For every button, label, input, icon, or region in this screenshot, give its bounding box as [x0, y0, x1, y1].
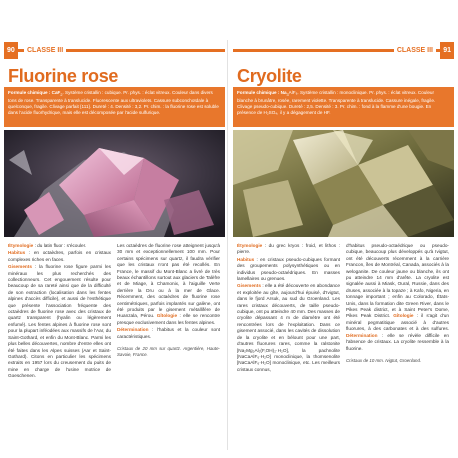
paragraph-text: : en cristaux pseudo-cubiques formant des groupements polysynthétiques ou en individus pseudo-octaédriques. En masses lamellaires ou grenues. [237, 256, 340, 282]
right-header [233, 42, 454, 59]
paragraph [237, 243, 340, 256]
paragraph-text: : il s'agit d'un minéral pegmatitique associé à d'autres fluorures, à des carbonates et à des sulfures. [346, 313, 449, 332]
paragraph-text: : du latin fluor : s'écouler. [33, 243, 87, 248]
text-columns [237, 243, 450, 374]
paragraph-text: d'habitus pseudo-octaédrique ou pseudo-cubique, beaucoup plus développés qu'à Ivigtut, ont été découverts récemment à la carrière Francon, îles de Montréal, Canada, associés à la weloganite. De couleur jaune ou blanche, ils ont pu atteindre 14 mm d'arête. La cryolite est signalée aussi à Miask, Oural, Russie, dans des druses, associée à la topaze ; à Kafo, Nigeria, en tonnage important ; enfin au Colorado, États-Unis, dans la formation dite Green River, dans le Pikes Peak district, et à Saint Peter's Dome, Pikes Peak District. [346, 243, 449, 319]
keyword: Gisements [8, 264, 32, 270]
keyword: Gisements [237, 283, 261, 289]
class-label: CLASSE III [394, 42, 436, 59]
fluorite-crystal-image [4, 130, 225, 237]
paragraph-text: : la fluorine rose figure parmi les minéraux les plus recherchés des collectionneurs. Cet engouement résulte pour beaucoup de sa rareté ainsi que de la difficulté de son extraction (localisation dans les fentes alpines d'accès difficile), et aussi de l'esthétique que présente l'association fréquente des octaèdres de fluorine rose avec des cristaux de quartz transparent (hyalin ou légèrement enfumé). Les fentes alpines à fluorine rose sont pour la plupart inféodées aux massifs de l'Aar, du Saint-Gothard, et enfin du Mont-Blanc. Parmi les plus belles découvertes, nombre d'entre elles ont été faites dans les Alpes suisses (Aar et Saint-Gothard). Citons en particulier les spécimens extraits en 1957 lors du creusement du puits de mine en charge de l'usine motrice de Goeschenen. [8, 264, 111, 379]
paragraph [8, 243, 111, 249]
cryolite-crystal-image [233, 130, 454, 237]
photo-caption: Cristaux de 20 mm sur quartz. Argentière, Haute-Savoie, France. [117, 346, 220, 358]
keyword: Détermination [117, 327, 149, 333]
mineral-title: Fluorine rose [8, 66, 119, 86]
paragraph [117, 327, 220, 340]
paragraph [117, 243, 220, 326]
paragraph [8, 264, 111, 379]
paragraph-text: : l'habitus et la couleur sont caractéristiques. [117, 327, 220, 339]
left-page [4, 0, 225, 458]
page-number: 90 [4, 42, 18, 59]
text-column-2 [117, 243, 220, 381]
paragraph [8, 250, 111, 263]
left-header [4, 42, 225, 59]
text-column-1 [237, 243, 340, 374]
keyword: Étymologie [8, 243, 34, 248]
page-gutter [227, 40, 228, 450]
paragraph-text: : elle se rencontre presque exclusivement dans les fentes alpines. [117, 313, 221, 325]
formula-label: Formule chimique : Na [237, 90, 287, 95]
keyword: Gîtologie [156, 313, 178, 319]
mineral-title: Cryolite [237, 66, 302, 86]
hardness-text: Dureté : 4. Densité : 3,2. Pr. chim. : la fluorine rose est soluble dans l'acide fluorhydrique, mais elle est décomposée par l'acide sulfurique. [8, 103, 219, 115]
text-columns [8, 243, 221, 381]
keyword: Étymologie [237, 243, 263, 248]
info-box: Formule chimique : CaF$_2$. Système cristallin : cubique. Pr. phys. : éclat vitreux. Couleur dans divers tons de rose. Transparente à translucide. Fluorescente aux ultraviolets. Cassure subconchoïdale à quelconque, fragile. Clivage parfait {111}. Dureté : 4. Densité : 3,2. Pr. chim. : la fluorine rose est soluble dans l'acide fluorhydrique, mais elle est décomposée par l'acide sulfurique. [4, 87, 225, 127]
class-label: CLASSE III [24, 42, 66, 59]
formula-text: AlF₆. Système cristallin : monoclinique. Pr. phys. : éclat vitreux. Couleur blanche à brunâtre, rosée, rarement violette. Transparente à translucide. Cassure inégale, fragile. Clivage pseudo-cubique. Dureté : 2,5. [237, 90, 436, 109]
photo-caption: Cristaux de 10 mm. Ivigtut, Groenland. [346, 357, 422, 363]
paragraph-text: : elle a été découverte en abondance et exploitée au gîte, aujourd'hui épuisé, d'Ivigtut, dans le fjord Arsuk, au sud du Groenland. Les rares cristaux découverts, de taille pseudo-cubique, ont pu atteindre 40 mm. Des masses de cryolite dépassant 4 m de diamètre ont été rencontrées lors de l'exploitation. Dans ce gisement associé, dans les cavités de dissolution de la cryolite et en bélount pour une part, d'autres fluorures rares, comme la ralstonite [Na₂Mg₂Al₂(F,OH)₂·H₂O], la pachnolite [NaCaAlF₆·H₂O] monoclinique, la thomsenolite [NaCaAlF₆·H₂O] monoclinique, etc. Les meilleurs cristaux connus, [237, 283, 340, 372]
page-number: 91 [440, 42, 454, 59]
formula-label: Formule chimique : CaF [8, 90, 61, 95]
paragraph-text: : en octaèdres, parfois en cristaux complexes riches en faces. [8, 250, 111, 262]
right-page [233, 0, 454, 458]
hardness-text: Densité : 3. Pr. chim. : fond à la flamme d'une bougie. En présence de H₂SO₄, il y a dégagement de HF. [237, 103, 432, 115]
mineral-photo [4, 130, 225, 237]
keyword: Détermination [346, 332, 378, 338]
text-column-2 [346, 243, 449, 374]
text-column-1 [8, 243, 111, 381]
keyword: Habitus [237, 256, 255, 262]
paragraph [346, 243, 449, 352]
paragraph-text: : elle se révèle difficile en l'absence de cristaux. La cryolite ressemble à la fluorine. [346, 332, 449, 351]
keyword: Gîtologie [393, 313, 414, 319]
paragraph-text: Les octaèdres de fluorine rose atteignent jusqu'à 30 mm et exceptionnellement 100 mm. Pour certains spécimens sur quartz, il faudra vérifier que les cristaux n'ont pas été recollés. En France, le massif du Mont-Blanc a livré de très beaux échantillons surtout aux glaciers de Talèfre et de Miage, à Chamonix, à l'aiguille Verte derrière la Dru ou à la mer de Glace. Récemment, des octaèdres de fluorine rose centimétriques, parfois implantés sur galène, ont été produits par le gisement métallifère de Huanzala, Pérou. [117, 243, 220, 319]
mineral-photo [233, 130, 454, 237]
info-box: Formule chimique : $Na_3AlF_6$. Système cristallin : monoclinique. Pr. phys. : éclat vitreux. Couleur blanche à brunâtre, rosée, rarement violette. Transparente à translucide. Cassure inégale, fragile. Clivage pseudo-cubique. Dureté : 2,5. Densité : 3. Pr. chim. : fond à la flamme d'une bougie. En présence de H₂SO₄, il y a dégagement de HF. [233, 87, 454, 127]
paragraph [237, 283, 340, 373]
paragraph-text: : du grec kryos : froid, et lithos : pierre. [237, 243, 340, 255]
paragraph [237, 257, 340, 283]
keyword: Habitus [8, 250, 26, 256]
formula-text: . Système cristallin : cubique. Pr. phys. : éclat vitreux. Couleur dans divers tons de rose. Transparente à translucide. Fluorescente aux ultraviolets. Cassure subconchoïdale à quelconque, fragile. Clivage parfait {111}. [8, 90, 213, 109]
